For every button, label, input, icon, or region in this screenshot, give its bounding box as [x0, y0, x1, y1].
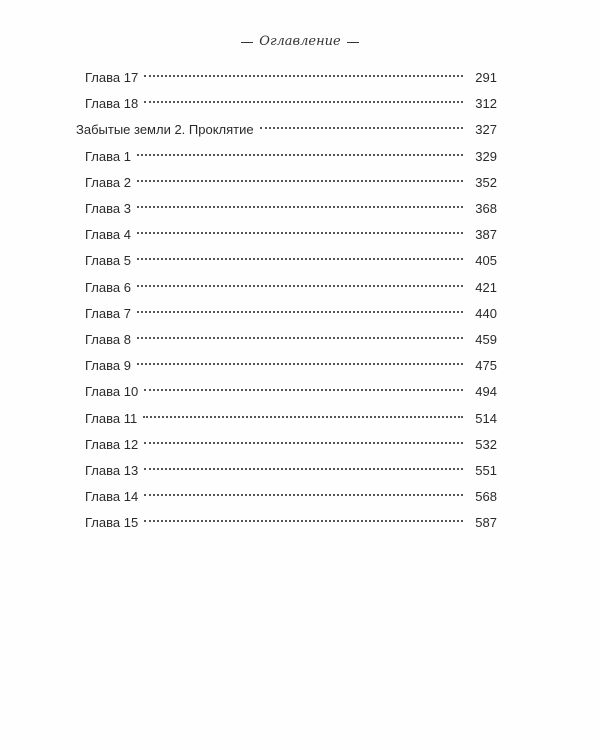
toc-entry-title: Глава 13 — [85, 463, 139, 478]
dot-leader — [137, 298, 463, 318]
toc-entry — [0, 62, 497, 85]
page-header — [0, 34, 600, 49]
toc-entry — [0, 245, 497, 269]
toc-entry-page-number: 327 — [475, 122, 497, 138]
toc-entry-page-number: 329 — [475, 148, 497, 164]
toc-entry — [0, 88, 497, 112]
dot-leader — [144, 429, 463, 449]
toc-entry-page-number: 387 — [475, 227, 497, 243]
toc-entry-page-number: 475 — [475, 358, 497, 374]
dot-leader — [137, 324, 463, 344]
toc-entry — [0, 298, 497, 321]
toc-entry-title: Глава 11 — [85, 410, 138, 426]
toc-entry — [0, 324, 497, 347]
toc-entry-page-number: 551 — [475, 463, 497, 478]
toc-entry-page-number: 568 — [475, 489, 497, 505]
header-dash-right — [347, 42, 359, 43]
toc-entry — [0, 114, 497, 138]
toc-entry-title: Глава 10 — [85, 384, 139, 400]
toc-entry-page-number: 532 — [475, 436, 497, 452]
toc-entry-title: Глава 18 — [85, 96, 139, 112]
toc-entry-title: Глава 17 — [85, 70, 139, 85]
dot-leader — [137, 350, 463, 370]
toc-entry — [0, 455, 497, 478]
header-dash-left — [241, 42, 253, 43]
dot-leader — [137, 167, 463, 187]
toc-entry-title: Глава 2 — [85, 174, 131, 190]
toc-entry-page-number: 440 — [475, 305, 497, 321]
toc-entry — [0, 272, 497, 295]
dot-leader — [137, 272, 463, 292]
dot-leader — [144, 481, 463, 501]
toc-entry-page-number: 514 — [475, 410, 497, 426]
toc-entry — [0, 219, 497, 243]
dot-leader — [144, 376, 463, 396]
dot-leader — [144, 455, 463, 475]
toc-entry-page-number: 368 — [475, 201, 497, 216]
toc-entry-title: Глава 3 — [85, 201, 131, 216]
toc-entry — [0, 403, 497, 426]
dot-leader — [137, 193, 463, 213]
dot-leader — [144, 507, 463, 527]
toc-entry-title: Глава 7 — [85, 305, 131, 321]
toc-entry-page-number: 291 — [475, 70, 497, 85]
toc-entry-page-number: 352 — [475, 174, 497, 190]
toc-entry-title: Глава 4 — [85, 227, 131, 243]
toc-entry — [0, 141, 497, 164]
toc-entry — [0, 507, 497, 531]
toc-entry — [0, 193, 497, 216]
toc-entry-page-number: 405 — [475, 253, 497, 269]
dot-leader — [137, 219, 463, 239]
dot-leader — [137, 141, 463, 161]
toc-entry — [0, 429, 497, 452]
toc-entry-page-number: 421 — [475, 279, 497, 295]
toc-entry — [0, 481, 497, 505]
toc-entry-title: Глава 12 — [85, 436, 139, 452]
toc-entry-title: Забытые земли 2. Проклятие — [76, 122, 254, 138]
dot-leader — [143, 403, 463, 423]
toc-entry-title: Глава 5 — [85, 253, 131, 269]
toc-entry-title: Глава 8 — [85, 332, 131, 347]
toc-entry-page-number: 587 — [475, 515, 497, 531]
toc-entry-page-number: 494 — [475, 384, 497, 400]
toc-entry — [0, 376, 497, 400]
toc-entry — [0, 350, 497, 374]
dot-leader — [144, 88, 463, 108]
toc-entry-title: Глава 14 — [85, 489, 139, 505]
dot-leader — [144, 62, 463, 82]
toc-entry-page-number: 459 — [475, 332, 497, 347]
toc-entry-title: Глава 1 — [85, 148, 131, 164]
toc-entry-title: Глава 15 — [85, 515, 139, 531]
toc-entry-title: Глава 9 — [85, 358, 131, 374]
dot-leader — [260, 114, 463, 134]
page-title: Оглавление — [259, 34, 341, 49]
dot-leader — [137, 245, 463, 265]
toc-entry-title: Глава 6 — [85, 279, 131, 295]
toc-entry — [0, 167, 497, 190]
toc-entry-page-number: 312 — [475, 96, 497, 112]
